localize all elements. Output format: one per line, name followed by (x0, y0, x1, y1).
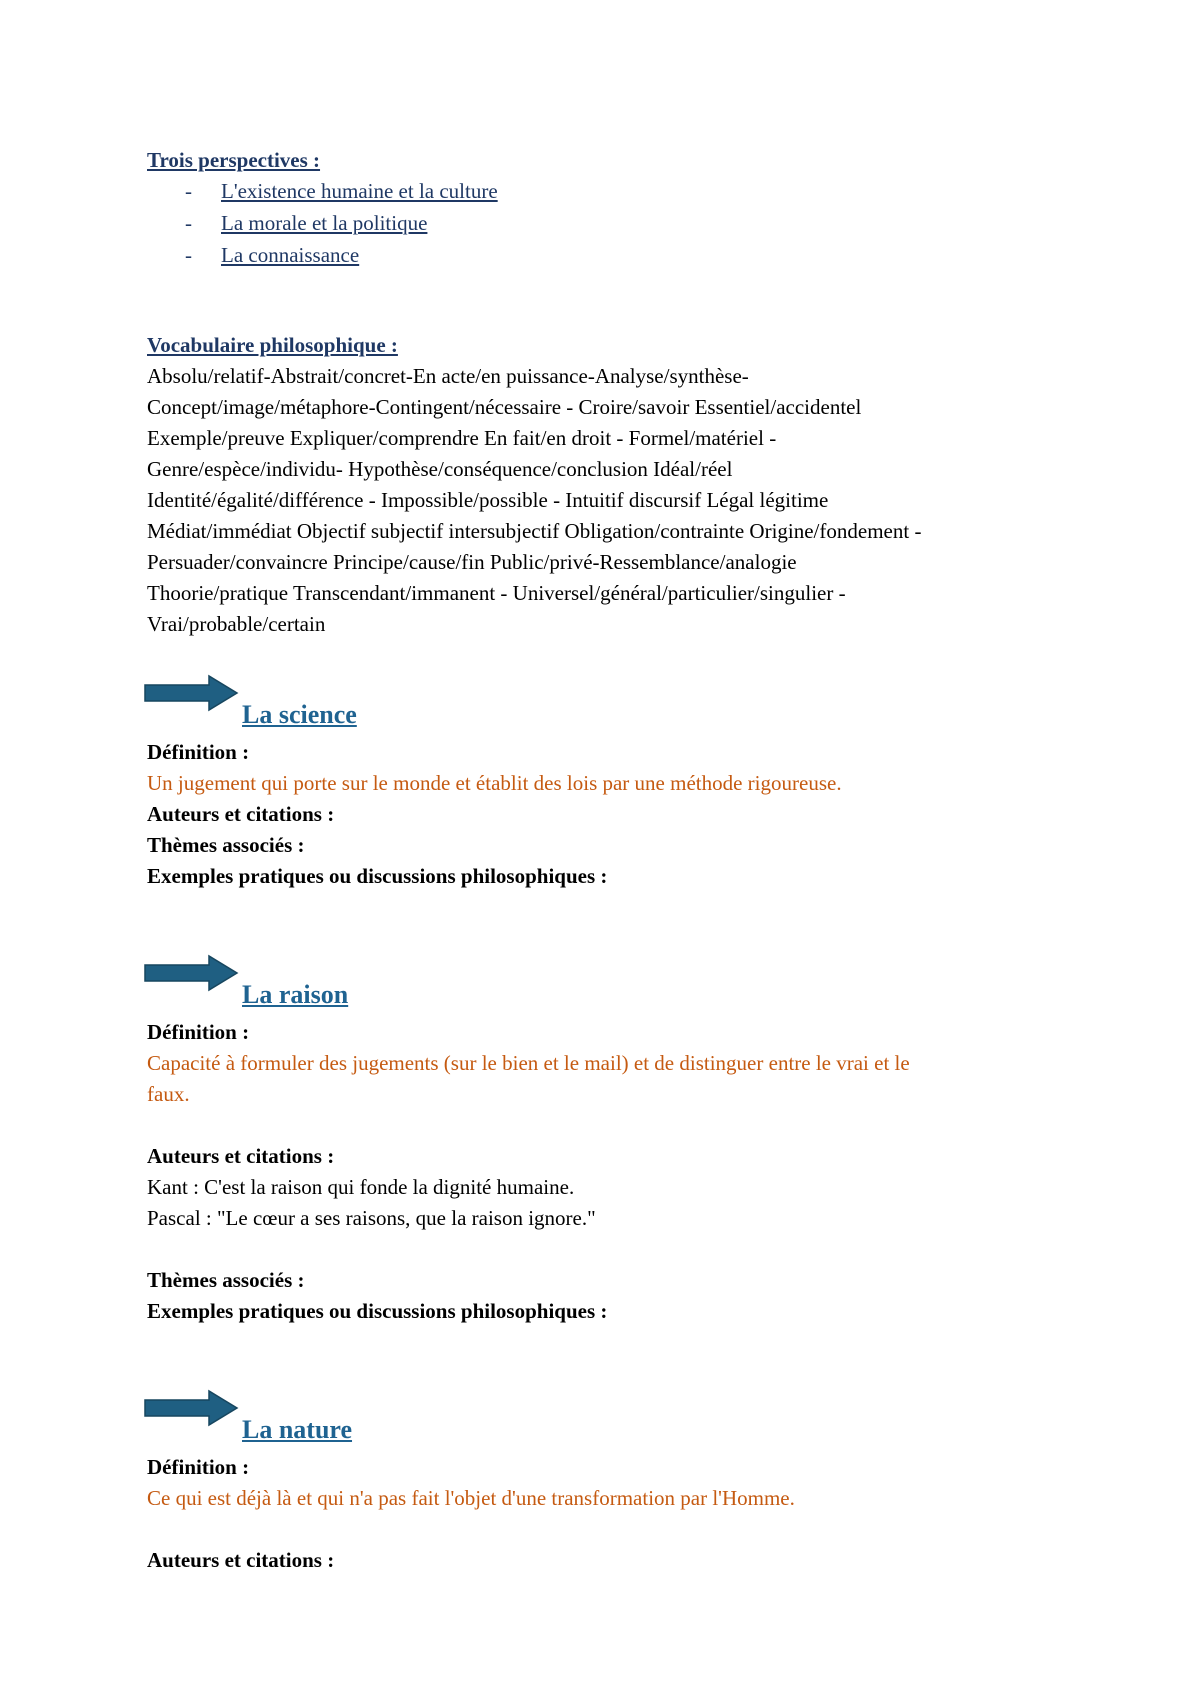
right-arrow-icon (143, 1388, 239, 1428)
list-dash: - (185, 243, 192, 267)
themes-label: Thèmes associés : (147, 833, 305, 857)
list-dash: - (185, 179, 192, 203)
section-header (147, 1388, 1067, 1452)
quote-line: Pascal : "Le cœur a ses raisons, que la raison ignore." (147, 1206, 596, 1230)
perspective-link-morale[interactable]: La morale et la politique (221, 211, 428, 235)
section-raison (147, 953, 1067, 1327)
section-header (147, 953, 1067, 1017)
vocab-line: Thoorie/pratique Transcendant/immanent - Universel/général/particulier/singulier - (147, 581, 846, 605)
document-content (147, 145, 1067, 1576)
section-title[interactable]: La nature (242, 1415, 353, 1444)
perspectives-list (147, 176, 1067, 272)
spacer (147, 1234, 1067, 1265)
section-title[interactable]: La raison (242, 980, 349, 1009)
vocab-line: Genre/espèce/individu- Hypothèse/conséquence/conclusion Idéal/réel (147, 457, 733, 481)
definition-label: Définition : (147, 1020, 250, 1044)
vocab-heading: Vocabulaire philosophique : (147, 333, 398, 357)
definition-label: Définition : (147, 1455, 250, 1479)
spacer (147, 892, 1067, 953)
vocab-block (147, 361, 1067, 640)
examples-label: Exemples pratiques ou discussions philosophiques : (147, 864, 608, 888)
definition-text: faux. (147, 1082, 190, 1106)
spacer (147, 272, 1067, 330)
spacer (147, 1514, 1067, 1545)
spacer (147, 640, 1067, 673)
definition-text: Capacité à formuler des jugements (sur le bien et le mail) et de distinguer entre le vrai et le (147, 1051, 910, 1075)
vocab-line: Exemple/preuve Expliquer/comprendre En fait/en droit - Formel/matériel - (147, 426, 777, 450)
right-arrow-icon (143, 953, 239, 993)
section-nature (147, 1388, 1067, 1576)
themes-label: Thèmes associés : (147, 1268, 305, 1292)
vocab-line: Absolu/relatif-Abstrait/concret-En acte/en puissance-Analyse/synthèse- (147, 364, 749, 388)
right-arrow-icon (143, 673, 239, 713)
spacer (147, 1110, 1067, 1141)
examples-label: Exemples pratiques ou discussions philosophiques : (147, 1299, 608, 1323)
list-item (147, 240, 1067, 272)
vocab-line: Identité/égalité/différence - Impossible/possible - Intuitif discursif Légal légitime (147, 488, 829, 512)
definition-label: Définition : (147, 740, 250, 764)
perspective-link-connaissance[interactable]: La connaissance (221, 243, 360, 267)
list-item (147, 208, 1067, 240)
section-science (147, 673, 1067, 892)
vocab-line: Vrai/probable/certain (147, 612, 326, 636)
authors-label: Auteurs et citations : (147, 1548, 335, 1572)
authors-label: Auteurs et citations : (147, 1144, 335, 1168)
vocab-line: Médiat/immédiat Objectif subjectif intersubjectif Obligation/contrainte Origine/fondement - (147, 519, 922, 543)
vocab-line: Persuader/convaincre Principe/cause/fin Public/privé-Ressemblance/analogie (147, 550, 797, 574)
quote-line: Kant : C'est la raison qui fonde la dignité humaine. (147, 1175, 575, 1199)
perspectives-heading: Trois perspectives : (147, 148, 321, 172)
list-dash: - (185, 211, 192, 235)
authors-label: Auteurs et citations : (147, 802, 335, 826)
definition-text: Un jugement qui porte sur le monde et établit des lois par une méthode rigoureuse. (147, 771, 842, 795)
section-header (147, 673, 1067, 737)
vocab-line: Concept/image/métaphore-Contingent/nécessaire - Croire/savoir Essentiel/accidentel (147, 395, 862, 419)
definition-text: Ce qui est déjà là et qui n'a pas fait l'objet d'une transformation par l'Homme. (147, 1486, 795, 1510)
list-item (147, 176, 1067, 208)
section-title[interactable]: La science (242, 700, 357, 729)
spacer (147, 1327, 1067, 1388)
perspective-link-existence[interactable]: L'existence humaine et la culture (221, 179, 498, 203)
